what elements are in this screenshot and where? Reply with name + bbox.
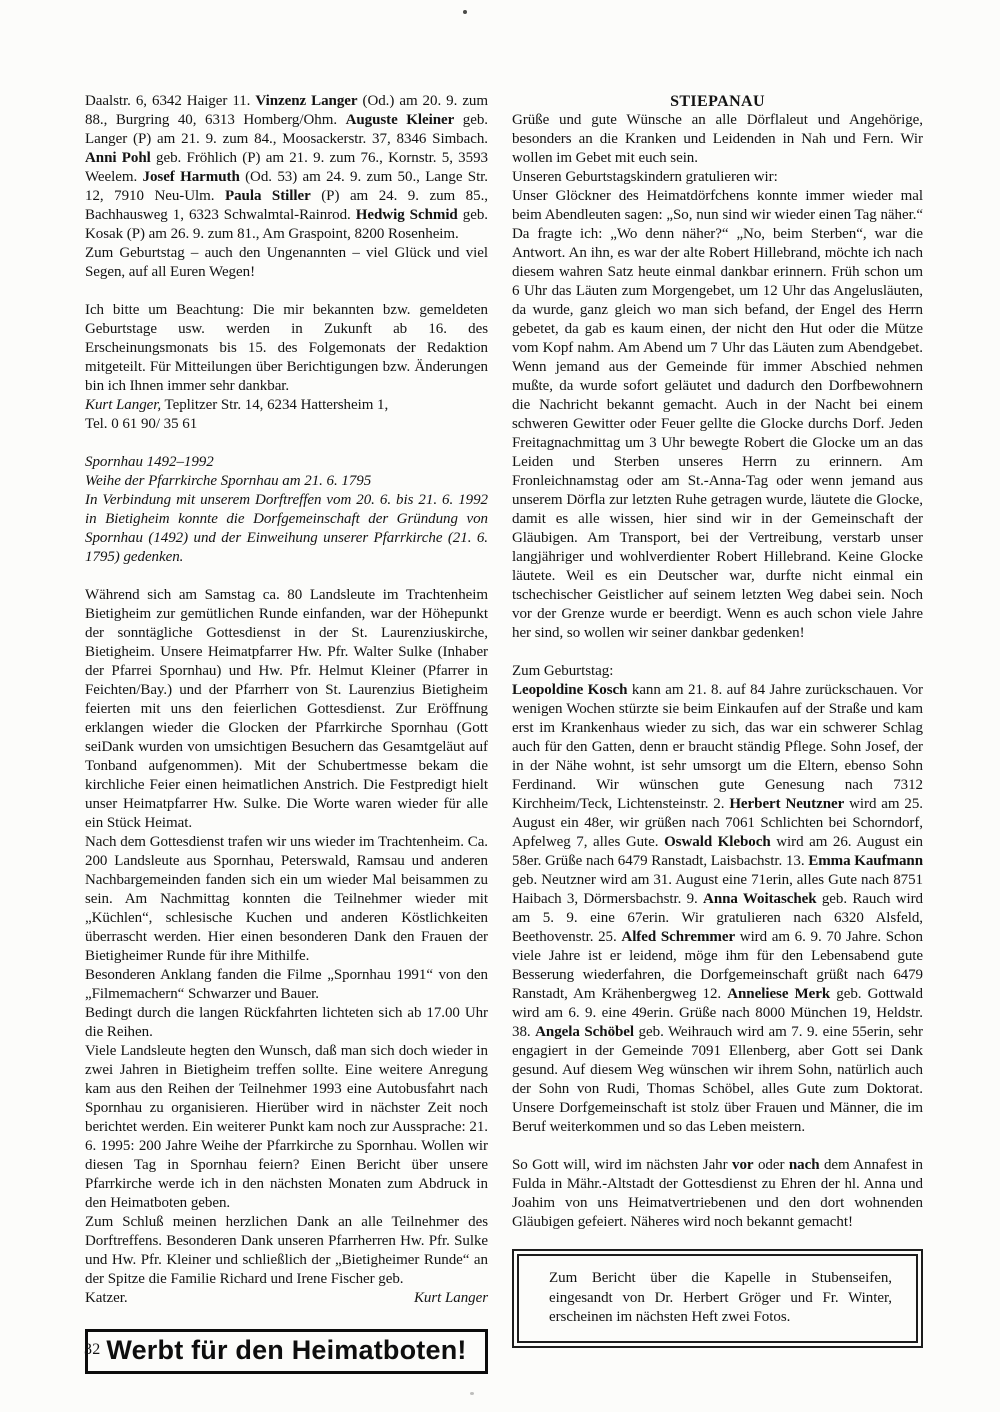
report-service	[85, 586, 488, 833]
text-run: Weihe der Pfarrkirche Spornhau am 21. 6. 1795	[85, 473, 372, 489]
text-run: Kurt Langer,	[85, 397, 162, 413]
editorial-note	[85, 301, 488, 396]
text-run: (Od. 53) am 24. 9. zum 50., Lange Str. 12, 7910 Neu-Ulm.	[85, 169, 488, 204]
text-run: Nach dem Gottesdienst trafen wir uns wieder im Trachtenheim. Ca. 200 Landsleute aus Spornhau, Peterswald, Ramsau und anderen Nachbargemeinden fanden sich ein um wieder Mal beisammen zu sein. Am Nachmittag konnten die Teilnehmer wieder mit „Küchlen“, schlesische Kuchen und anderen Köstlichkeiten überrascht werden. Hier einen besonderen Dank den Frauen der Bietigheimer Runde für ihre Mithilfe.	[85, 834, 488, 964]
text-run: Herbert Neutzner	[729, 796, 845, 812]
text-run: Leopoldine Kosch	[512, 682, 628, 698]
text-run: In Verbindung mit unserem Dorftreffen vom 20. 6. bis 21. 6. 1992 in Bietigheim konnte die Dorfgemeinschaft der Gründung von Spornhau (1492) und der Einweihung unserer Pfarrkirche (21. 6. 1795) gedenken.	[85, 492, 488, 565]
text-run: oder	[753, 1157, 789, 1173]
report-afternoon	[85, 833, 488, 966]
contact-line	[85, 396, 488, 415]
birthday-wishes	[85, 244, 488, 282]
text-run: Auguste Kleiner	[345, 112, 455, 128]
text-run: Alfed Schremmer	[621, 929, 736, 945]
right-column	[512, 92, 923, 1348]
text-run: Besonderen Anklang fanden die Filme „Spornhau 1991“ von den „Filmemachern“ Schwarzer und Bauer.	[85, 967, 488, 1002]
text-run: wird am 25. August ein 48er, wir grüßen nach 7061 Schlichten bei Schorndorf, Apfelweg 7, alles Gute.	[512, 796, 923, 850]
text-run: Paula Stiller	[224, 188, 311, 204]
text-run: Katzer.	[85, 1290, 128, 1306]
text-run: Zum Geburtstag:	[512, 663, 614, 679]
text-run: Anna Woitaschek	[703, 891, 817, 907]
text-run: So Gott will, wird im nächsten Jahr	[512, 1157, 733, 1173]
text-run: Spornhau 1492–1992	[85, 454, 214, 470]
text-run: Bedingt durch die langen Rückfahrten lichteten sich ab 17.00 Uhr die Reihen.	[85, 1005, 488, 1040]
congratulations-intro	[512, 168, 923, 187]
text-run: Zum Geburtstag – auch den Ungenannten – viel Glück und viel Segen, auf all Euren Wegen!	[85, 245, 488, 280]
text-run: geb. Fröhlich (P) am 21. 9. zum 76., Kornstr. 5, 3593 Weelem.	[85, 150, 488, 185]
text-run: dem Annafest in Fulda in Mähr.-Altstadt der Gottesdienst zu Ehren der hl. Anna und Joahim von uns Heimatvertriebenen und den dort wohnenden Gläubigen gefeiert. Näheres wird noch bekannt gemacht!	[512, 1157, 924, 1230]
notice-box	[512, 1249, 923, 1348]
text-run: Teplitzer Str. 14, 6234 Hattersheim 1,	[161, 397, 389, 413]
section-heading-stiepanau: STIEPANAU	[670, 93, 765, 110]
right-column-text	[512, 111, 923, 1232]
report-films	[85, 966, 488, 1004]
advert-banner: Werbt für den Heimatboten!	[85, 1329, 488, 1374]
text-run: Oswald Kleboch	[664, 834, 771, 850]
text-run: geb. Neutzner wird am 31. August eine 71erin, alles Gute nach 8751 Haibach 3, Dörmersbachstr. 9.	[512, 872, 923, 907]
left-column-text	[85, 92, 488, 1308]
text-run: Viele Landsleute hegten den Wunsch, daß man sich doch wieder in zwei Jahren in Bietigheim treffen sollte. Eine weitere Anregung kam aus den Reihen der Teilnehmer 1993 eine Autobusfahrt nach Spornhau zu organisieren. Hierüber wird in nächster Zeit noch berichtet werden. Ein weiterer Punkt kam noch zur Aussprache: 21. 6. 1995: 200 Jahre Weihe der Pfarrkirche zu Spornhau. Wollen wir diesen Tag in Spornhau feiern? Einen Bericht über unsere Pfarrkirche werde ich in den nächsten Monaten zum Abdruck in den Heimatboten geben.	[85, 1043, 488, 1211]
left-column	[85, 92, 488, 1374]
annafest-outlook	[512, 1156, 923, 1232]
birthday-heading	[512, 662, 923, 681]
page-number: 32	[84, 1341, 101, 1358]
text-run: geb. Rauch wird am 5. 9. eine 67erin. Wir gratulieren nach 6320 Alsfeld, Beethovenstr. 25.	[512, 891, 923, 945]
text-run: geb. Kosak (P) am 26. 9. zum 81., Am Graspoint, 8200 Rosenheim.	[85, 207, 488, 242]
text-run: Während sich am Samstag ca. 80 Landsleute im Trachtenheim Bietigheim zur gemütlichen Runde einfanden, war der Höhepunkt der sonntägliche Gottesdienst in der St. Laurenziuskirche, Bietigheim. Unsere Heimatpfarrer Hw. Pfr. Walter Sulke (Inhaber der Pfarrei Spornhau) und Hw. Pfr. Helmut Kleiner (Pfarrer in Feichten/Bay.) und der Pfarrherr von St. Laurenzius Bietigheim feierten mit uns den feierlichen Gottesdienst. Zur Eröffnung erklangen wieder die Glocken der Pfarrkirche Spornhau (Gott seiDank wurden von umsichtigen Besuchern das Gesamtgeläut auf Tonband aufgenommen). Mit der Schubertmesse bekam die kirchliche Feier einen heimatlichen Anstrich. Die Festpredigt hielt unser Heimatpfarrer Hw. Sulke. Die Worte waren wieder für alle ein Stück Heimat.	[85, 587, 488, 831]
contact-phone	[85, 415, 488, 434]
text-run: geb. Gottwald wird am 6. 9. eine 49erin. Grüße nach 8000 München 19, Heldstr. 38.	[512, 986, 923, 1040]
signature-line	[85, 1289, 488, 1308]
text-run: Daalstr. 6, 6342 Haiger 11.	[85, 93, 256, 109]
birthday-list-continued	[85, 92, 488, 244]
text-run: Emma Kaufmann	[808, 853, 924, 869]
text-run: Hedwig Schmid	[355, 207, 458, 223]
text-run: Unser Glöckner des Heimatdörfchens konnte immer wieder mal beim Abendleuten sagen: „So, nun sind wir wieder einen Tag näher.“ Da fragte ich: „Wo denn näher?“ „No, beim Sterben“, war die Antwort. An ihn, es war der alte Robert Hillebrand, möchte ich nach diesem wahren Satz heute einmal dankbar erinnern. Früh schon um 6 Uhr das Läuten zum Morgengebet, um 12 Uhr das Angelusläuten, da wurde, ganz gleich wo man sich befand, der Engel des Herrn gebetet, da gab es kaum einen, der nicht den Hut oder die Mütze vom Kopf nahm. Am Abend um 7 Uhr das Läuten zum Abendgebet. Wenn jemand aus der Gemeinde für immer Abschied nehmen mußte, da wurde sofort geläutet und dadurch den Dorfbewohnern die Nachricht bekannt gemacht. Auch in der Nacht bei einem schweren Gewitter oder Feuer gellte die Glocke durchs Dorf. Jeden Freitagnachmittag um 3 Uhr bewegte Robert die Glocke um an das Leiden und Sterben unseres Herrn zu erinnern. Am Fronleichnamstag oder am St.-Anna-Tag oder wenn jemand aus unserem Dörfla zur letzten Ruhe getragen wurde, läutete die Glocke, damit es alle wissen, hier sind wir in der Gemeinschaft der Gläubigen. Am Transport, bei der Vertreibung, verstarb unser langjähriger und wohlverdienter Robert Hillebrand. Keine Glocke läutete. Weil es ein Deutscher war, durfte nicht einmal ein tschechischer Geistlicher auf seinem letzten Weg dabei sein. Noch vor der Grenze wurde er beerdigt. Wenn es auch schon viele Jahre her sind, so wollen wir seiner dankbar gedenken!	[512, 188, 923, 641]
text-run: Angela Schöbel	[535, 1024, 635, 1040]
text-run: Tel. 0 61 90/ 35 61	[85, 416, 198, 432]
text-run: Anni Pohl	[85, 150, 151, 166]
report-departure	[85, 1004, 488, 1042]
text-run: Anneliese Merk	[727, 986, 831, 1002]
text-run: Ich bitte um Beachtung: Die mir bekannten bzw. gemeldeten Geburtstage usw. werden in Zukunft ab 16. des Erscheinungsmonats bis 15. des Folgemonats der Redaktion mitgeteilt. Für Mitteilungen über Berichtigungen bzw. Änderungen bin ich Ihnen immer sehr dankbar.	[85, 302, 488, 394]
scan-speck-bottom	[470, 1392, 474, 1395]
text-run: vor	[732, 1157, 754, 1173]
report-outlook	[85, 1042, 488, 1213]
text-run: Grüße und gute Wünsche an alle Dörflaleut und Angehörige, besonders an die Kranken und Leidenden in Nah und Fern. Wir wollen im Gebet mit euch sein.	[512, 112, 923, 166]
text-run: (P) am 24. 9. zum 85., Bachhausweg 1, 6323 Schwalmtal-Rainrod.	[85, 188, 488, 223]
text-run: geb. Langer (P) am 21. 9. zum 84., Moosackerstr. 37, 8346 Simbach.	[85, 112, 488, 147]
greetings	[512, 111, 923, 168]
text-run: Zum Schluß meinen herzlichen Dank an alle Teilnehmer des Dorftreffens. Besonderen Dank unseren Pfarrherren Hw. Pfr. Sulke und Hw. Pfr. Kleiner und schließlich der „Bietigheimer Runde“ an der Spitze die Familie Richard und Irene Fischer geb.	[85, 1214, 488, 1287]
text-run: wird am 26. August ein 58er. Grüße nach 6479 Ranstadt, Laisbachstr. 13.	[512, 834, 924, 869]
report-thanks	[85, 1213, 488, 1289]
text-run: Josef Harmuth	[142, 169, 240, 185]
text-run: wird am 6. 9. 70 Jahre. Schon viele Jahre ist er leidend, möge ihm für den Lebensabend gute Besserung wiederfahren, die Dorfgemeinschaft grüßt nach 6479 Ranstadt, Am Krähenbergweg 12.	[512, 929, 923, 1002]
text-run: kann am 21. 8. auf 84 Jahre zurückschauen. Vor wenigen Wochen stürzte sie beim Einkaufen auf der Straße und kam erst im Krankenhaus wieder zu sich, das war ein schwerer Schlag auch für den Gatten, denn er braucht ständig Pflege. Sohn Josef, der in der Nähe wohnt, ist sehr umsorgt um die Eltern, ebenso Sohn Ferdinand. Wir wünschen gute Genesung nach 7312 Kirchheim/Teck, Lichtensteinstr. 2.	[512, 682, 923, 812]
notice-box-text: Zum Bericht über die Kapelle in Stubenseifen, eingesandt von Dr. Herbert Gröger und Fr. Winter, erscheinen im nächsten Heft zwei Fotos.	[517, 1254, 918, 1343]
spornhau-title	[85, 453, 488, 472]
text-run: Vinzenz Langer	[255, 93, 358, 109]
line-right	[414, 1289, 488, 1308]
birthday-list	[512, 681, 923, 1137]
spornhau-subtitle	[85, 472, 488, 491]
bell-ringer-story	[512, 187, 923, 643]
spornhau-intro	[85, 491, 488, 567]
text-run: Unseren Geburtstagskindern gratulieren wir:	[512, 169, 778, 185]
scan-speck-top	[463, 10, 467, 14]
text-run: nach	[788, 1157, 820, 1173]
text-run: Kurt Langer	[413, 1290, 488, 1306]
text-run: (Od.) am 20. 9. zum 88., Burgring 40, 6313 Homberg/Ohm.	[85, 93, 488, 128]
text-run: geb. Weihrauch wird am 7. 9. eine 55erin, sehr engagiert in der Gemeinde 7091 Ellenberg, aber Gott sei Dank gesund. Auf diesem Weg wünschen wir ihrem Sohn, natürlich auch der Sohn von Rudi, Thomas Schöbel, alles Gute zum Doktorat. Unsere Dorfgemeinschaft ist stolz über Frauen und Männer, die im Beruf weiterkommen und so das Leben meistern.	[512, 1024, 923, 1135]
line-left	[85, 1289, 128, 1308]
